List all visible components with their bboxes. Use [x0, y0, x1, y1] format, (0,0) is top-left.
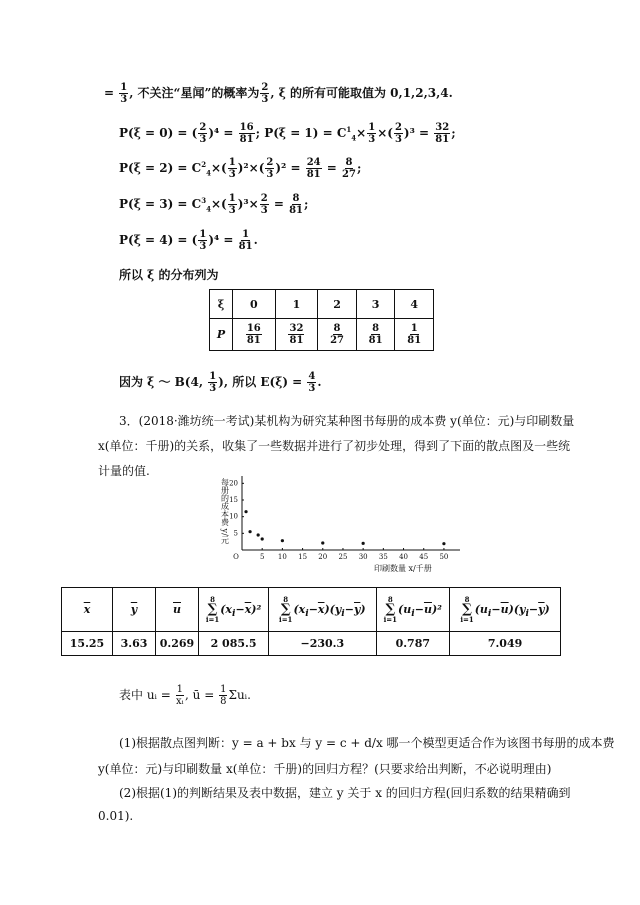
- q2-line-1: (2)根据(1)的判断结果及表中数据，建立 y 关于 x 的回归方程(回归系数的结果精确到: [119, 786, 571, 800]
- fraction: [260, 82, 269, 105]
- den: xᵢ: [176, 696, 184, 707]
- num: 8: [333, 323, 341, 334]
- header-cell: 8 ∑ i=1 $(u_i-\overline{u})^2$: [376, 588, 450, 632]
- den: 81: [289, 205, 303, 216]
- header-cell: $\overline{u}$: [156, 588, 199, 632]
- table-note: [119, 684, 251, 707]
- table-row: [210, 319, 434, 351]
- fraction: [306, 157, 322, 180]
- x-tick-label: 45: [419, 553, 429, 561]
- q3-line-3: 计量的值.: [98, 464, 150, 478]
- expectation-line: 因为 ξ ～ B(4, $\frac{1}{3}$ ), 所以 E(ξ) = $\frac{4}{3}$ .: [119, 371, 322, 394]
- scatter-point: [244, 510, 247, 513]
- fraction: $\frac{2}{3}$: [266, 157, 274, 180]
- x-tick-label: 25: [338, 553, 348, 561]
- header-cell: $\overline{y}$: [113, 588, 156, 632]
- q1-line-1: (1)根据散点图判断：y = a + bx 与 y = c + d/x 哪一个模型更适合作为该图书每册的成本费: [119, 736, 615, 750]
- table-cell: P: [210, 319, 233, 351]
- text: ; P(ξ = 1) = C: [255, 126, 347, 140]
- den: 81: [407, 335, 422, 346]
- num: 1: [242, 229, 250, 240]
- text: P(ξ = 3) = C: [119, 197, 202, 211]
- num: 32: [289, 323, 304, 334]
- data-points: [244, 510, 445, 545]
- text: , ū =: [185, 688, 219, 702]
- table-cell: 2: [318, 290, 357, 319]
- line1-text: , 不关注“星闻”的概率为: [129, 86, 260, 100]
- num: 1: [220, 684, 227, 695]
- text: P(ξ = 2) = C: [119, 161, 202, 175]
- table-row: [62, 588, 561, 632]
- header-cell: 8 ∑ i=1 $(x_i-\overline{x})(y_i-\overline{y})$: [269, 588, 376, 632]
- table-cell: [356, 319, 395, 351]
- fraction: $\frac{1}{3}$: [199, 229, 207, 252]
- fraction: $\frac{2}{3}$: [199, 122, 207, 145]
- scatter-point: [281, 539, 284, 542]
- text: 4,: [190, 375, 208, 389]
- num: 16: [246, 323, 261, 334]
- num: 8: [345, 157, 353, 168]
- den: 3: [308, 383, 316, 394]
- table-cell: 1: [275, 290, 318, 319]
- fraction: $\frac{1}{3}$: [228, 157, 236, 180]
- table-row: [62, 632, 561, 656]
- fraction: [239, 122, 255, 145]
- line1-tail: , ξ 的所有可能取值为 0,1,2,3,4.: [270, 86, 453, 100]
- fraction: $\frac{2}{3}$: [394, 122, 402, 145]
- text: ×: [210, 197, 222, 211]
- y-tick-label: 5: [233, 529, 238, 538]
- text: ×: [356, 126, 367, 140]
- line1-lead: =: [104, 86, 119, 100]
- num: 32: [435, 122, 450, 133]
- fraction: [176, 684, 184, 707]
- den: 81: [239, 134, 254, 145]
- den: 8: [220, 696, 227, 707]
- table-cell: [318, 319, 357, 351]
- text: .: [317, 375, 322, 389]
- scatter-point: [362, 542, 365, 545]
- text: ³×: [243, 197, 259, 211]
- fraction: [289, 193, 303, 216]
- fraction: [307, 371, 316, 394]
- prob-line-0-1: P(ξ = 0) = ( $\frac{2}{3}$ )⁴ = $\frac{16}{81}$ ; $P(\xi = 1) = C^1_4\times$ $\frac{1}{3}$ ×( $\frac{2}{3}$ )³ = $\frac{32}{81}$ ;: [119, 122, 456, 145]
- table-cell: 7.049: [450, 632, 561, 656]
- den: 81: [368, 335, 383, 346]
- prob-line-3: $P(\xi = 3) = C^3_4\times$( $\frac{1}{3}$ )³× $\frac{2}{3}$ = $\frac{8}{81}$ ;: [119, 193, 309, 216]
- fraction: [119, 82, 128, 105]
- text: ;: [304, 197, 309, 211]
- den: 27: [330, 335, 344, 346]
- table-cell: 0.787: [376, 632, 450, 656]
- num: 2: [261, 82, 269, 93]
- den: 81: [289, 335, 304, 346]
- prob-line-2: $P(\xi = 2) = C^2_4\times$( $\frac{1}{3}$ )²×( $\frac{2}{3}$ )² = $\frac{24}{81}$ = $\frac{8}{27}$ ;: [119, 157, 362, 180]
- text: ×: [210, 161, 222, 175]
- scatter-point: [257, 533, 260, 536]
- prob-line-4: P(ξ = 4) = ( $\frac{1}{3}$ )⁴ = $\frac{1}{81}$ .: [119, 229, 258, 252]
- table-cell: 0.269: [156, 632, 199, 656]
- table-cell: 3: [356, 290, 395, 319]
- text: ²×: [243, 161, 259, 175]
- distribution-table: [209, 289, 434, 351]
- den: 81: [435, 134, 450, 145]
- text: , 所以 E(ξ) =: [223, 375, 307, 389]
- table-cell: 4: [395, 290, 434, 319]
- text: .: [253, 233, 258, 247]
- x-tick-label: 30: [358, 553, 368, 561]
- num: 1: [209, 371, 217, 382]
- statistics-table: [61, 587, 561, 656]
- y-axis-label: 每册的成本费 y/元: [220, 478, 230, 544]
- scatter-point: [321, 541, 324, 544]
- table-cell: −230.3: [269, 632, 376, 656]
- q3-line-2: x(单位：千册)的关系，收集了一些数据并进行了初步处理，得到了下面的散点图及一些统: [98, 439, 571, 453]
- y-tick-label: 10: [229, 512, 238, 521]
- table-cell: [395, 319, 434, 351]
- den: 81: [238, 241, 253, 252]
- axes: [242, 476, 460, 550]
- text: ³ =: [409, 126, 434, 140]
- table-cell: 15.25: [62, 632, 113, 656]
- q1-line-2: y(单位：元)与印刷数量 x(单位：千册)的回归方程？(只要求给出判断，不必说明理由): [98, 762, 552, 776]
- num: 16: [239, 122, 254, 133]
- den: 81: [306, 169, 321, 180]
- text: Σuᵢ.: [228, 688, 251, 702]
- q2-line-2: 0.01).: [98, 809, 134, 823]
- num: 4: [308, 371, 316, 382]
- num: 1: [410, 323, 418, 334]
- fraction: [219, 684, 227, 707]
- fraction: $\frac{1}{3}$: [368, 122, 376, 145]
- table-cell: 3.63: [113, 632, 156, 656]
- scatter-point: [442, 542, 445, 545]
- text: ×: [377, 126, 388, 140]
- scatter-point: [248, 530, 251, 533]
- q3-line-1: 3．(2018·潍坊统一考试)某机构为研究某种图书每册的成本费 y(单位：元)与印刷数量: [119, 414, 575, 428]
- table-cell: 2 085.5: [199, 632, 269, 656]
- text: ;: [451, 126, 456, 140]
- x-tick-label: 5: [259, 553, 265, 561]
- fraction: [434, 122, 450, 145]
- den: 81: [246, 335, 261, 346]
- x-tick-label: 50: [439, 553, 449, 561]
- scatter-point: [261, 537, 264, 540]
- text: P(ξ = 4) =: [119, 233, 192, 247]
- num: 8: [292, 193, 300, 204]
- den: 3: [261, 94, 269, 105]
- text: ⁴ =: [214, 126, 238, 140]
- table-cell: 0: [232, 290, 275, 319]
- fraction: $\frac{1}{3}$: [228, 193, 236, 216]
- x-tick-label: O: [233, 553, 239, 561]
- x-tick-label: 35: [378, 553, 388, 561]
- den: 3: [209, 383, 217, 394]
- table-cell: [275, 319, 318, 351]
- den: 3: [120, 94, 128, 105]
- fraction: [208, 371, 217, 394]
- x-tick-label: 40: [399, 553, 408, 561]
- header-cell: 8 ∑ i=1 $(u_i-\overline{u})(y_i-\overline{y})$: [450, 588, 561, 632]
- num: 24: [306, 157, 321, 168]
- den: 27: [342, 169, 356, 180]
- num: 8: [372, 323, 380, 334]
- text: =: [322, 161, 342, 175]
- distribution-title: 所以 ξ 的分布列为: [119, 268, 219, 282]
- text: 表中 uᵢ =: [119, 688, 175, 702]
- text: =: [269, 197, 289, 211]
- header-cell: 8 ∑ i=1 $(x_i-\overline{x})^2$: [199, 588, 269, 632]
- text: ⁴ =: [214, 233, 238, 247]
- y-tick-label: 20: [229, 479, 238, 488]
- text: ;: [356, 161, 362, 175]
- header-cell: $\overline{x}$: [62, 588, 113, 632]
- y-tick-label: 15: [229, 496, 238, 504]
- x-tick-label: 20: [318, 553, 328, 561]
- num: 1: [120, 82, 128, 93]
- text: 因为 ξ ～ B: [119, 375, 185, 389]
- table-cell: ξ: [210, 290, 233, 319]
- line-1: [104, 82, 453, 105]
- table-row: [210, 290, 434, 319]
- scatter-chart: [212, 476, 472, 576]
- fraction: $\frac{2}{3}$: [260, 193, 268, 216]
- fraction: [342, 157, 356, 180]
- table-cell: [232, 319, 275, 351]
- x-tick-label: 15: [298, 553, 308, 561]
- text: P(ξ = 0) =: [119, 126, 192, 140]
- num: 1: [176, 684, 184, 695]
- x-axis-label: 印刷数量 x/千册: [374, 564, 432, 573]
- x-tick-label: 10: [277, 553, 287, 561]
- text: ² =: [281, 161, 305, 175]
- fraction: [239, 229, 253, 252]
